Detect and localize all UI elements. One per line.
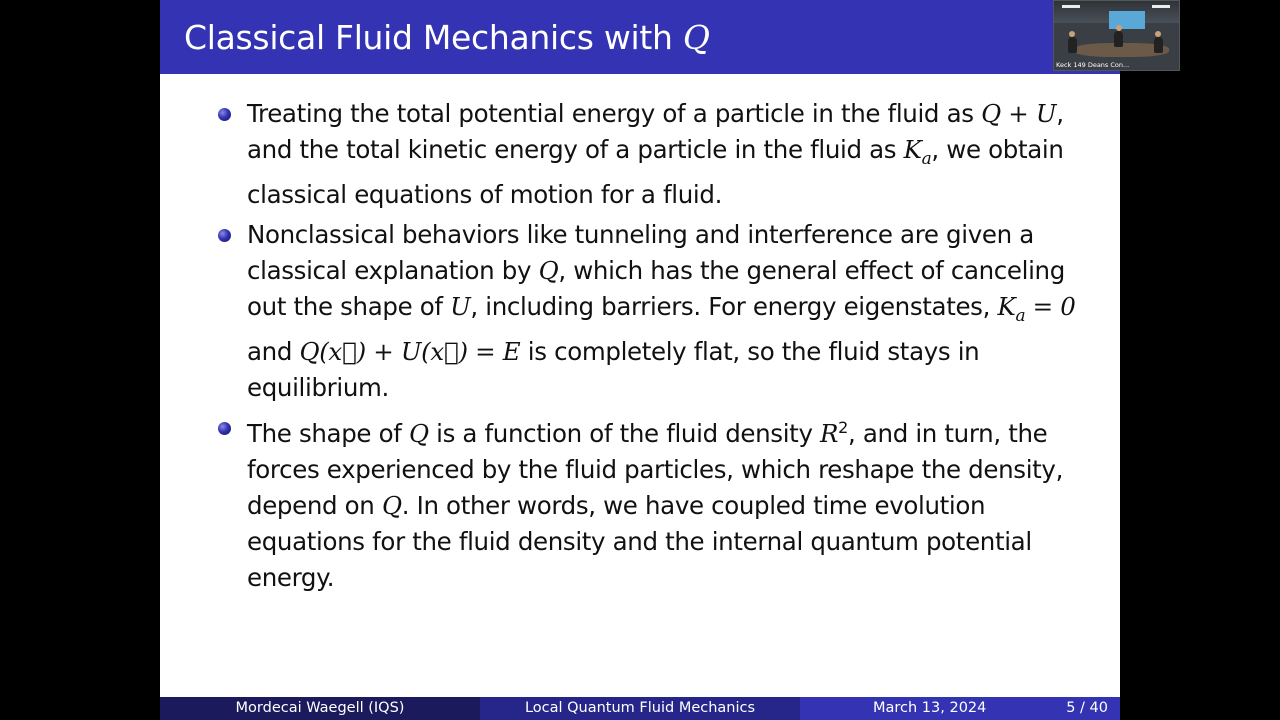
bullet-text-run: Treating the total potential energy of a particle in the fluid as: [247, 99, 982, 128]
bullet-math: Q + U: [981, 99, 1057, 128]
bullet-text-run: , and in turn, the forces experienced by the fluid particles, which reshape the density, depend on: [247, 418, 1064, 520]
video-light: [1062, 5, 1080, 8]
footer-right: [800, 697, 1120, 720]
slide-title-text: Classical Fluid Mechanics with: [184, 18, 683, 57]
title-bar: [160, 0, 1120, 74]
bullet-item: [218, 96, 1098, 213]
bullet-item: [218, 410, 1098, 596]
bullet-math: K: [997, 291, 1016, 321]
bullet-math: Q: [381, 490, 402, 520]
bullet-math: = 0: [1025, 291, 1076, 321]
bullet-math: a: [921, 148, 932, 169]
footer-bar: [160, 697, 1120, 720]
bullet-text-run: , including barriers. For energy eigenstates,: [470, 291, 998, 321]
bullet-math: a: [1015, 305, 1026, 326]
bullet-math: R: [820, 418, 839, 448]
bullet-ball-icon: [218, 108, 231, 121]
video-room-label: Keck 149 Deans Con...: [1056, 61, 1130, 69]
video-room-screen: [1109, 11, 1145, 29]
bullet-math: U: [450, 291, 471, 321]
video-participant-thumbnail[interactable]: [1053, 0, 1180, 71]
bullet-text-run: , and the total kinetic energy of a particle in the fluid as: [247, 99, 1064, 164]
video-person-head: [1155, 31, 1161, 37]
bullet-text-run: is a function of the fluid density: [428, 418, 821, 448]
bullet-text-run: The shape of: [247, 418, 409, 448]
bullet-text-run: Nonclassical behaviors like tunneling and interference are given a classical explanation by: [247, 219, 1034, 285]
footer-page-number: 5 / 40: [1066, 700, 1108, 716]
bullet-math: 2: [838, 417, 848, 437]
slide-title: [184, 18, 710, 57]
bullet-text-run: . In other words, we have coupled time evolution equations for the fluid density and the internal quantum potential energy.: [247, 490, 1032, 592]
video-person-head: [1116, 25, 1122, 31]
footer-date: March 13, 2024: [873, 700, 987, 716]
bullet-math: Q: [408, 418, 429, 448]
slide-title-math: Q: [682, 18, 710, 57]
bullet-ball-icon: [218, 422, 231, 435]
presentation-slide: [160, 0, 1120, 720]
bullet-text-run: is completely flat, so the fluid stays in equilibrium.: [247, 336, 980, 402]
bullet-text: [247, 96, 1098, 213]
bullet-text-run: , we obtain classical equations of motion for a fluid.: [247, 135, 1064, 209]
bullet-math: K: [903, 135, 922, 164]
bullet-text-run: and: [247, 336, 300, 366]
bullet-text: [247, 217, 1098, 406]
footer-talk-title: Local Quantum Fluid Mechanics: [480, 697, 800, 720]
bullet-text: [247, 410, 1098, 596]
footer-author: Mordecai Waegell (IQS): [160, 697, 480, 720]
video-person-head: [1069, 31, 1075, 37]
video-person: [1068, 37, 1077, 53]
bullet-item: [218, 217, 1098, 406]
bullet-text-run: , which has the general effect of canceling out the shape of: [247, 255, 1065, 321]
video-person: [1154, 37, 1163, 53]
bullet-math: Q(x⃗) + U(x⃗) = E: [299, 336, 521, 366]
video-light: [1152, 5, 1170, 8]
video-person: [1114, 31, 1123, 47]
bullet-ball-icon: [218, 229, 231, 242]
bullet-list: [218, 96, 1098, 600]
bullet-math: Q: [538, 255, 559, 285]
